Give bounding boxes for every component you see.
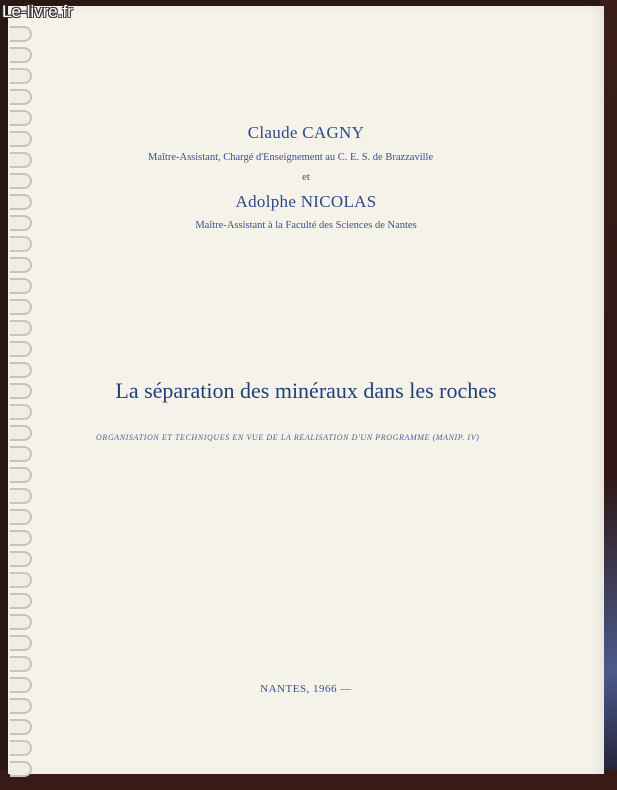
binding-coil [10, 320, 32, 336]
binding-coil [10, 740, 32, 756]
binding-coil [10, 26, 32, 42]
binding-coil [10, 68, 32, 84]
author-1-name: Claude CAGNY [247, 123, 365, 142]
binding-coil [10, 341, 32, 357]
binding-coil [10, 89, 32, 105]
binding-coil [10, 614, 32, 630]
binding-coil [10, 362, 32, 378]
conjunction: et [302, 171, 310, 183]
binding-coil [10, 551, 32, 567]
author-2-name: Adolphe NICOLAS [235, 192, 377, 211]
publication-place-date: NANTES, 1966 — [260, 683, 352, 695]
binding-coil [10, 572, 32, 588]
binding-coil [10, 698, 32, 714]
binding-coil [10, 719, 32, 735]
watermark-logo: Le-livre.fr [2, 2, 73, 21]
binding-coil [10, 593, 32, 609]
binding-coil [10, 635, 32, 651]
binding-coil [10, 488, 32, 504]
binding-coil [10, 425, 32, 441]
binding-coil [10, 299, 32, 315]
binding-coil [10, 236, 32, 252]
binding-coil [10, 47, 32, 63]
document-title: La séparation des minéraux dans les roches [115, 378, 497, 403]
author-1-affiliation: Maître-Assistant, Chargé d'Enseignement au C. E. S. de Brazzaville [148, 152, 434, 163]
binding-coil [10, 656, 32, 672]
document-page [8, 6, 604, 774]
binding-coil [10, 530, 32, 546]
author-2-affiliation: Maître-Assistant à la Faculté des Sciences de Nantes [195, 220, 417, 231]
binding-coil [10, 446, 32, 462]
document-subtitle: ORGANISATION ET TECHNIQUES EN VUE DE LA REALISATION D'UN PROGRAMME (MANIP. IV) [96, 433, 480, 442]
binding-coil [10, 761, 32, 777]
binding-coil [10, 278, 32, 294]
binding-coil [10, 404, 32, 420]
binding-coil [10, 509, 32, 525]
binding-coil [10, 152, 32, 168]
binding-coil [10, 257, 32, 273]
binding-coil [10, 467, 32, 483]
